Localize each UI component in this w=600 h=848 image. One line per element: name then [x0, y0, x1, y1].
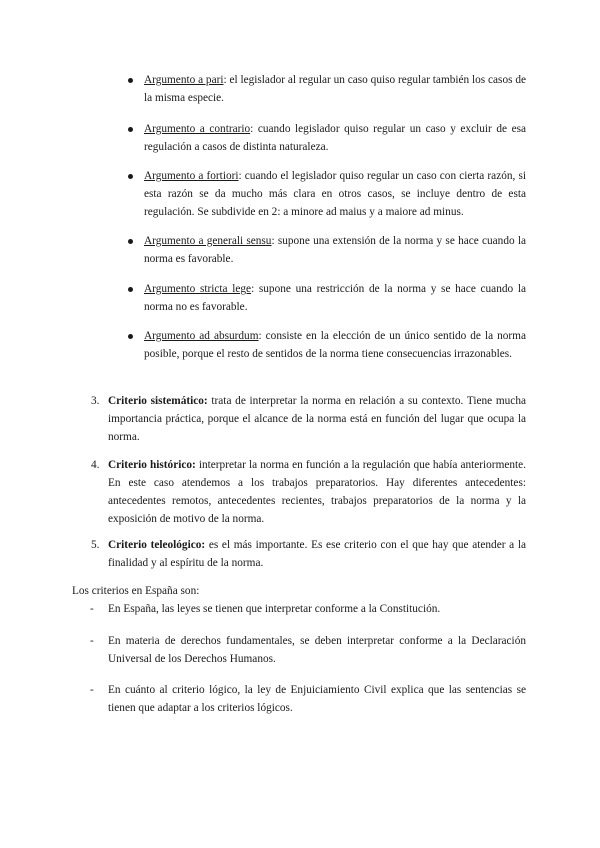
argument-text: : consiste en la elección de un único sentido de la norma posible, porque el resto de sentidos de la norma tiene consecuencias irrazonables. [144, 330, 526, 360]
bullet-icon [128, 174, 133, 179]
spain-criterion-item [90, 600, 526, 618]
argument-text: : supone una extensión de la norma y se hace cuando la norma es favorable. [144, 235, 527, 265]
spain-criterion-text: En cuánto al criterio lógico, la ley de Enjuiciamiento Civil explica que las sentencias se tienen que adaptar a los criterios lógicos. [108, 684, 526, 714]
criterion-item [91, 536, 527, 572]
argument-item [144, 327, 526, 363]
bullet-icon [128, 127, 133, 132]
dash-marker: - [90, 635, 94, 647]
argument-item [144, 71, 526, 107]
criterion-term: Criterio teleológico: [108, 539, 206, 551]
argument-term: Argumento ad absurdum [144, 330, 259, 342]
spain-criterion-item [90, 632, 526, 668]
bullet-icon [128, 287, 133, 292]
criterion-term: Criterio histórico: [108, 459, 196, 471]
bullet-icon [128, 78, 133, 83]
argument-term: Argumento a fortiori [144, 170, 239, 182]
criterion-text: es el más importante. Es ese criterio con el que hay que atender a la finalidad y al espíritu de la norma. [108, 539, 527, 569]
dash-marker: - [90, 684, 94, 696]
criterion-text: interpretar la norma en función a la regulación que había anteriormente. En este caso atendemos a los trabajos preparatorios. Hay diferentes antecedentes: antecedentes remotos, antecedentes recientes, trabajos preparatorios de la norma y la exposición de motivo de la norma. [108, 459, 526, 525]
criterion-item [91, 456, 526, 528]
spain-criterion-text: En España, las leyes se tienen que interpretar conforme a la Constitución. [108, 603, 441, 615]
criterion-number: 4. [91, 459, 100, 471]
bullet-icon [128, 334, 133, 339]
criterion-number: 3. [91, 395, 100, 407]
spain-criterion-item [90, 681, 526, 717]
argument-item [144, 232, 526, 268]
spain-criteria-intro: Los criterios en España son: [72, 585, 200, 597]
bullet-icon [128, 239, 133, 244]
argument-text: : cuando el legislador quiso regular un caso con cierta razón, si esta razón se da mucho más clara en otros casos, se incluye dentro de esta regulación. Se subdivide en 2: a minore ad maius y a maiore ad minus. [144, 170, 526, 218]
argument-item [144, 280, 526, 316]
spain-criterion-text: En materia de derechos fundamentales, se deben interpretar conforme a la Declaración Universal de los Derechos Humanos. [108, 635, 526, 665]
criterion-term: Criterio sistemático: [108, 395, 208, 407]
argument-term: Argumento stricta lege [144, 283, 252, 295]
criterion-number: 5. [91, 539, 100, 551]
argument-term: Argumento a contrario [144, 123, 251, 135]
argument-item [144, 167, 526, 221]
argument-item [144, 120, 526, 156]
argument-term: Argumento a generali sensu [144, 235, 272, 247]
argument-term: Argumento a pari [144, 74, 224, 86]
criterion-item [91, 392, 526, 446]
criterion-text: trata de interpretar la norma en relación a su contexto. Tiene mucha importancia práctica, porque el alcance de la norma está en función del lugar que ocupa la norma. [108, 395, 526, 443]
argument-text: : cuando legislador quiso regular un caso y excluir de esa regulación a casos de distinta naturaleza. [144, 123, 526, 153]
argument-text: : el legislador al regular un caso quiso regular también los casos de la misma especie. [144, 74, 526, 104]
argument-text: : supone una restricción de la norma y se hace cuando la norma no es favorable. [144, 283, 526, 313]
dash-marker: - [90, 603, 94, 615]
